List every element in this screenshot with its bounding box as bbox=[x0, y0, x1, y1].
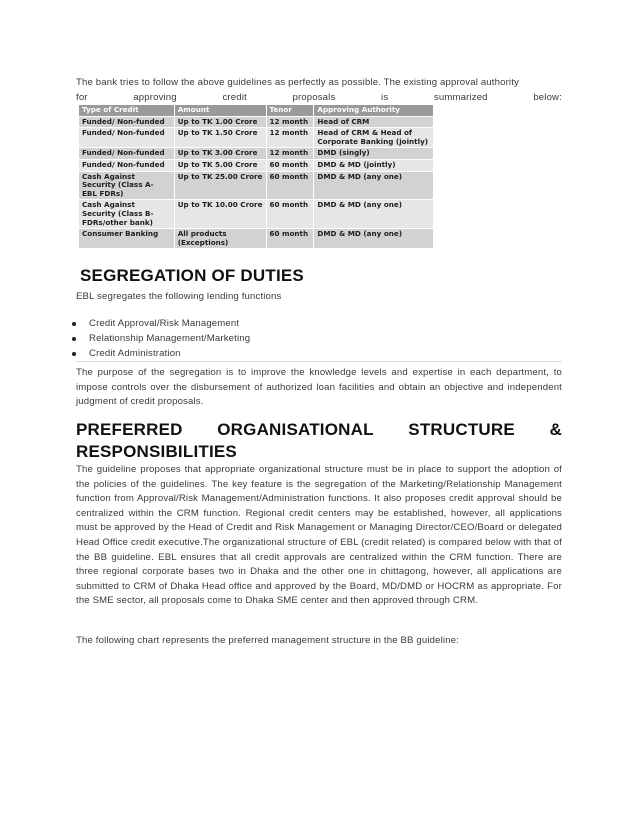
heading-word: ORGANISATIONAL bbox=[217, 420, 374, 439]
table-row bbox=[79, 116, 434, 128]
preferred-heading-line-2: RESPONSIBILITIES bbox=[76, 442, 237, 461]
cell-amount: Up to TK 1.00 Crore bbox=[174, 116, 266, 128]
cell-authority: DMD & MD (any one) bbox=[314, 200, 434, 229]
header-type-of-credit: Type of Credit bbox=[79, 105, 175, 117]
intro-word: for bbox=[76, 92, 88, 103]
intro-word: is bbox=[381, 92, 389, 103]
divider bbox=[76, 361, 562, 362]
cell-type: Cash Against Security (Class A- EBL FDRs) bbox=[79, 171, 175, 200]
cell-type: Cash Against Security (Class B- FDRs/other bank) bbox=[79, 200, 175, 229]
cell-amount: Up to TK 5.00 Crore bbox=[174, 159, 266, 171]
table-row bbox=[79, 128, 434, 148]
cell-type: Consumer Banking bbox=[79, 229, 175, 249]
table-row bbox=[79, 229, 434, 249]
intro-line-2 bbox=[76, 92, 562, 104]
preferred-heading-line-1 bbox=[76, 420, 562, 440]
header-tenor: Tenor bbox=[266, 105, 314, 117]
header-approving-authority: Approving Authority bbox=[314, 105, 434, 117]
chart-lead: The following chart represents the preferred management structure in the BB guideline: bbox=[76, 635, 459, 646]
segregation-body: The purpose of the segregation is to improve the knowledge levels and expertise in each department, to impose controls over the disbursement of authorized loan facilities and obtain an objective and independent judgment of credit proposals. bbox=[76, 367, 562, 408]
cell-authority: DMD (singly) bbox=[314, 148, 434, 160]
cell-tenor: 12 month bbox=[266, 116, 314, 128]
cell-amount: Up to TK 10.00 Crore bbox=[174, 200, 266, 229]
cell-type: Funded/ Non-funded bbox=[79, 159, 175, 171]
table-row bbox=[79, 159, 434, 171]
cell-type: Funded/ Non-funded bbox=[79, 128, 175, 148]
intro-word: summarized bbox=[433, 92, 488, 103]
lending-functions-list bbox=[70, 316, 250, 361]
cell-type: Funded/ Non-funded bbox=[79, 148, 175, 160]
cell-tenor: 60 month bbox=[266, 171, 314, 200]
cell-type: Funded/ Non-funded bbox=[79, 116, 175, 128]
list-item: Credit Administration bbox=[70, 346, 250, 361]
table-row bbox=[79, 148, 434, 160]
heading-word: STRUCTURE bbox=[408, 420, 515, 439]
cell-tenor: 60 month bbox=[266, 159, 314, 171]
heading-word: & bbox=[549, 420, 562, 439]
segregation-heading: SEGREGATION OF DUTIES bbox=[80, 266, 304, 285]
cell-authority: DMD & MD (any one) bbox=[314, 171, 434, 200]
cell-tenor: 12 month bbox=[266, 128, 314, 148]
preferred-body: The guideline proposes that appropriate organizational structure must be in place to support the adoption of the policies of the guidelines. The key feature is the segregation of the Marketing/Relationship Management function from Approval/Risk Management/Administration functions. It also proposes credit approval should be centralized within the CRM function. Regional credit centers may be established, however, all applications must be approved by the Head of Credit and Risk Management or Managing Director/CEO/Board or delegated Head Office credit executive.The organizational structure of EBL (credit related) is compared below with that of the BB guideline. EBL ensures that all credit approvals are centralized within the CRM function. There are three regional corporate bases two in Dhaka and the other one in chittagong, however, all applications are submitted to CRM of Dhaka Head office and approved by the Board, MD/DMD or HOCRM as appropriate. For the SME sector, all proposals come to Dhaka SME center and then approved through CRM. bbox=[76, 464, 562, 607]
intro-word: proposals bbox=[292, 92, 336, 103]
table-row bbox=[79, 171, 434, 200]
approval-authority-table bbox=[78, 104, 434, 249]
cell-authority: DMD & MD (any one) bbox=[314, 229, 434, 249]
table-header-row bbox=[79, 105, 434, 117]
cell-amount: Up to TK 3.00 Crore bbox=[174, 148, 266, 160]
cell-authority: Head of CRM & Head of Corporate Banking (jointly) bbox=[314, 128, 434, 148]
table-row bbox=[79, 200, 434, 229]
heading-word: PREFERRED bbox=[76, 420, 183, 439]
cell-amount: Up to TK 25.00 Crore bbox=[174, 171, 266, 200]
cell-authority: DMD & MD (jointly) bbox=[314, 159, 434, 171]
cell-amount: All products (Exceptions) bbox=[174, 229, 266, 249]
cell-tenor: 60 month bbox=[266, 200, 314, 229]
cell-authority: Head of CRM bbox=[314, 116, 434, 128]
list-item: Relationship Management/Marketing bbox=[70, 331, 250, 346]
intro-word: credit bbox=[222, 92, 247, 103]
cell-tenor: 12 month bbox=[266, 148, 314, 160]
intro-word: below: bbox=[533, 92, 562, 103]
cell-tenor: 60 month bbox=[266, 229, 314, 249]
cell-amount: Up to TK 1.50 Crore bbox=[174, 128, 266, 148]
list-item: Credit Approval/Risk Management bbox=[70, 316, 250, 331]
segregation-lead: EBL segregates the following lending functions bbox=[76, 291, 282, 302]
header-amount: Amount bbox=[174, 105, 266, 117]
intro-word: approving bbox=[133, 92, 177, 103]
intro-line-1: The bank tries to follow the above guidelines as perfectly as possible. The existing approval authority bbox=[76, 77, 519, 88]
